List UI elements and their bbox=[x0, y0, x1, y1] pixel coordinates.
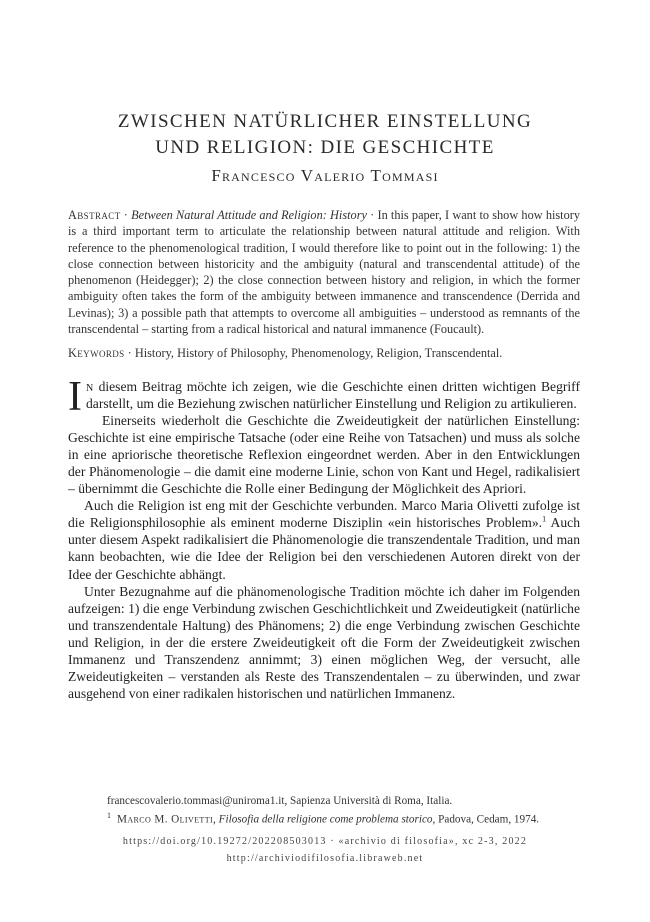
drop-cap: I bbox=[68, 374, 82, 420]
abstract bbox=[68, 207, 580, 337]
doi-line[interactable]: https://doi.org/10.19272/202208503013 · «archivio di filosofia», xc 2-3, 2022 bbox=[122, 836, 528, 847]
footnote-1-title: Filosofia della religione come problema storico bbox=[218, 813, 433, 826]
paragraph-3-continuation: Auch unter diesem Aspekt radikalisiert die Phänomenologie die transzendentale Tradition, und man kann beobachten, wie die Idee der Religion bei den verschiedenen Autoren direkt von der Idee der Geschichte abhängt. bbox=[68, 515, 580, 582]
paragraph-3 bbox=[68, 497, 580, 582]
footnote-reference-1[interactable]: 1 bbox=[542, 514, 547, 524]
author-name: Francesco Valerio Tommasi bbox=[211, 166, 439, 185]
footnote-1-number: 1 bbox=[107, 811, 111, 820]
paragraph-1 bbox=[68, 374, 580, 420]
footnote-1-details: , Padova, Cedam, 1974. bbox=[432, 813, 540, 826]
footnote-1-separator: , bbox=[213, 813, 219, 826]
abstract-separator-2: · bbox=[366, 208, 378, 222]
footnote-1-author: Marco M. Olivetti bbox=[117, 813, 214, 826]
title-line-2: UND RELIGION: DIE GESCHICHTE bbox=[155, 137, 495, 158]
keywords-separator: · bbox=[124, 346, 135, 360]
website-link[interactable]: http://archiviodifilosofia.libraweb.net bbox=[226, 853, 424, 864]
title-line-1: ZWISCHEN NATÜRLICHER EINSTELLUNG bbox=[117, 111, 533, 132]
abstract-separator-1: · bbox=[120, 208, 132, 222]
abstract-text: In this paper, I want to show how history is a third important term to articulate the relationship between natural attitude and religion. With reference to the phenomenological tradition, I would therefore like to point out in the following: 1) the close connection between historicity and the ambiguity (natural and transcendental attitude) of the phenomenon (Heidegger); 2) the close connection between history and religion, in which the former ambiguity often takes the form of the ambiguity between immanence and transcendence (Derrida and Levinas); 3) a possible path that attempts to overcome all ambiguities – understood as remnants of the transcendental – starting from a radical historical and natural immanence (Foucault). bbox=[68, 208, 580, 337]
paragraph-3-text: Auch die Religion ist eng mit der Geschichte verbunden. Marco Maria Olivetti zufolge ist die Religionsphilosophie als eminent moderne Disziplin «ein historisches Problem». bbox=[68, 498, 580, 531]
first-word: n bbox=[86, 379, 94, 394]
keywords-text: History, History of Philosophy, Phenomenology, Religion, Transcendental. bbox=[134, 346, 503, 360]
affiliation-note: francescovalerio.tommasi@uniroma1.it, Sapienza Università di Roma, Italia. bbox=[107, 795, 453, 807]
paragraph-4: Unter Bezugnahme auf die phänomenologische Tradition möchte ich daher im Folgenden aufzeigen: 1) die enge Verbindung zwischen Geschichtlichkeit und Zweideutigkeit (natürliche und transzendentale Haltung) des Phänomens; 2) die enge Verbindung zwischen Geschichte und Religion, in der die erstere Zweideutigkeit oft die Form der Zweideutigkeit zwischen Immanenz und Transzendenz annimmt; 3) einen möglichen Weg, der versucht, alle Zweideutigkeiten – verstanden als Reste des Transzendentalen – zu überwinden, und zwar ausgehend von einer radikalen historischen und natürlichen Immanenz. bbox=[68, 583, 580, 701]
abstract-label: Abstract bbox=[68, 208, 121, 222]
abstract-title: Between Natural Attitude and Religion: History bbox=[131, 208, 367, 222]
body-text bbox=[68, 374, 580, 702]
paragraph-1-text: diesem Beitrag möchte ich zeigen, wie die Geschichte einen dritten wichtigen Begriff darstellt, um die Beziehung zwischen natürlicher Einstellung und Religion zu artikulieren. bbox=[86, 379, 580, 412]
paragraph-2: Einerseits wiederholt die Geschichte die Zweideutigkeit der natürlichen Einstellung: Geschichte ist eine empirische Tatsache (oder eine Reihe von Tatsachen) und muss als solche in eine apriorische theoretische Reflexion eingeordnet werden. Aber in den Entwicklungen der Phänomenologie – die damit eine moderne Linie, schon von Kant und Hegel, radikalisiert – übernimmt die Geschichte die Rolle einer Bedingung der Möglichkeit des Apriori. bbox=[68, 413, 580, 497]
keywords bbox=[68, 345, 580, 361]
footnote-1 bbox=[107, 811, 539, 826]
keywords-label: Keywords bbox=[68, 346, 125, 360]
article-title bbox=[60, 109, 590, 161]
